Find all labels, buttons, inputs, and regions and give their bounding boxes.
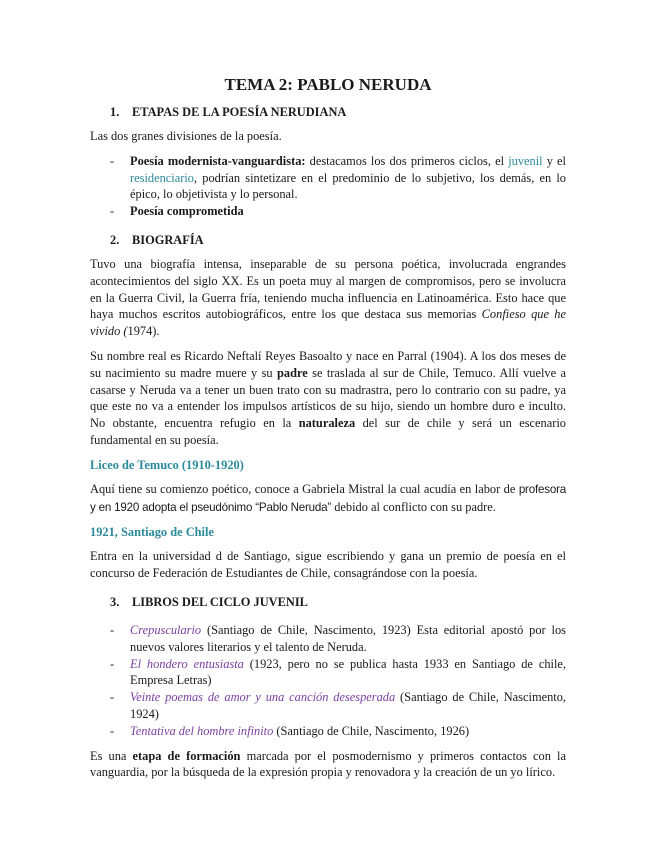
- list-item: [90, 622, 566, 656]
- text-run: Su nombre real es Ricardo Neftalí Reyes Basoalto y nace en Parral (1904). A los dos meses de su nacimiento su madre muere y su: [90, 348, 566, 380]
- dash-bullet: -: [110, 690, 115, 705]
- section-number: 1.: [110, 105, 120, 119]
- dash-bullet: -: [110, 204, 115, 219]
- dash-bullet: -: [110, 153, 115, 168]
- list-item: [90, 723, 566, 740]
- subheading-liceo-temuco: Liceo de Temuco (1910-1920): [90, 457, 244, 472]
- books-list: [90, 622, 566, 740]
- text-run: , podrían sintetizare en el predominio de lo subjetivo, los demás, en lo épico, lo objetivista y lo personal.: [130, 170, 566, 202]
- list-item-text: [130, 622, 566, 656]
- list-item-text: [130, 203, 566, 220]
- section-heading-libros: [90, 594, 566, 610]
- section-heading-biografia: [90, 232, 566, 248]
- page-title: TEMA 2: PABLO NERUDA: [224, 75, 432, 94]
- section-title: LIBROS DEL CICLO JUVENIL: [132, 594, 308, 609]
- text-run: profesora y en 1920 adopta el pseudónimo “Pablo Neruda”: [90, 482, 566, 514]
- text-run: Aquí tiene su comienzo poético, conoce a Gabriela Mistral la cual acudía en labor de: [90, 481, 519, 496]
- text-run: Es una: [90, 748, 133, 763]
- section-title: ETAPAS DE LA POESÍA NERUDIANA: [132, 105, 347, 119]
- biography-paragraph-2: [90, 348, 566, 449]
- text-run: marcada por el posmodernismo y primeros contactos con la vanguardia, por la búsqueda de la expresión propia y renovadora y la creación de un yo lírico.: [90, 748, 566, 780]
- book-title: El hondero entusiasta: [130, 656, 244, 671]
- residenciario-link[interactable]: residenciario: [130, 170, 194, 185]
- dash-bullet: -: [110, 656, 115, 671]
- section-number: 2.: [110, 232, 120, 247]
- section-title: BIOGRAFÍA: [132, 232, 204, 247]
- list-item: [90, 153, 566, 203]
- book-detail: (Santiago de Chile, Nascimento, 1926): [273, 723, 470, 738]
- bold-term: naturaleza: [298, 416, 356, 431]
- section-heading-etapas: [90, 104, 566, 120]
- text-run: Tuvo una biografía intensa, inseparable de su persona poética, involucrada engrandes acontecimientos del siglo XX. Es un poeta muy al margen de compromisos, pero se involucra en la Guerra Civil, la Guerra fría, teniendo mucha influencia en Latinoamérica. Esto hace que haya muchos escritos autobiográficos, entre los que destaca sus memorias: [90, 256, 566, 322]
- text-run: destacamos los dos primeros ciclos, el: [305, 153, 509, 168]
- bold-term: etapa de formación: [132, 748, 241, 763]
- book-detail: (Santiago de Chile, Nascimento, 1923) Esta editorial apostó por los nuevos valores literarios y el talento de Neruda.: [130, 622, 566, 654]
- text-run: y el: [542, 153, 566, 168]
- santiago-paragraph: Entra en la universidad d de Santiago, sigue escribiendo y gana un premio de poesía en el concurso de Federación de Estudiantes de Chile, consagrándose con la poesía.: [90, 549, 566, 581]
- closing-paragraph: [90, 748, 566, 782]
- book-title: Veinte poemas de amor y una canción desesperada: [130, 690, 396, 705]
- list-item-text: [130, 723, 566, 740]
- section-number: 3.: [110, 594, 120, 609]
- bold-term: padre: [276, 365, 308, 380]
- list-item-text: [130, 656, 566, 690]
- text-run: del sur de chile y será un escenario fundamental en su poesía.: [90, 416, 566, 447]
- text-run: se traslada al sur de Chile, Temuco. Allí vuelve a casarse y Neruda va a tener un buen trato con su madrastra, pero lo contrario con su padre, ya que este no va a entender los impulsos artísticos de su hijo, siendo un hombre duro e inculto. No obstante, encuentra refugio en la: [90, 365, 566, 431]
- book-detail: (1923, pero no se publica hasta 1933 en Santiago de chile, Empresa Letras): [130, 656, 566, 688]
- liceo-paragraph: [90, 481, 566, 517]
- memoir-title: Confieso que he vivido (: [90, 307, 567, 339]
- bold-term: Poesía modernista-vanguardista:: [130, 153, 306, 168]
- biography-paragraph-1: [90, 256, 566, 340]
- list-item: [90, 656, 566, 690]
- book-detail: (Santiago de Chile, Nascimento, 1924): [130, 690, 567, 721]
- list-item-text: [130, 689, 566, 723]
- section-intro: Las dos granes divisiones de la poesía.: [90, 129, 282, 143]
- list-item-text: [130, 153, 566, 203]
- subheading-santiago: 1921, Santiago de Chile: [90, 525, 214, 540]
- text-run: 1974).: [127, 324, 160, 339]
- list-item: [90, 689, 566, 723]
- document-content: [90, 75, 566, 781]
- list-item: [90, 203, 566, 220]
- book-title: Tentativa del hombre infinito: [130, 723, 274, 738]
- juvenil-link[interactable]: juvenil: [508, 153, 543, 168]
- dash-bullet: -: [110, 622, 115, 637]
- book-title: Crepusculario: [130, 622, 202, 637]
- dash-bullet: -: [110, 723, 115, 738]
- text-run: debido al conflicto con su padre.: [331, 499, 496, 514]
- bold-term: Poesía comprometida: [130, 204, 244, 219]
- divisions-list: [90, 153, 566, 220]
